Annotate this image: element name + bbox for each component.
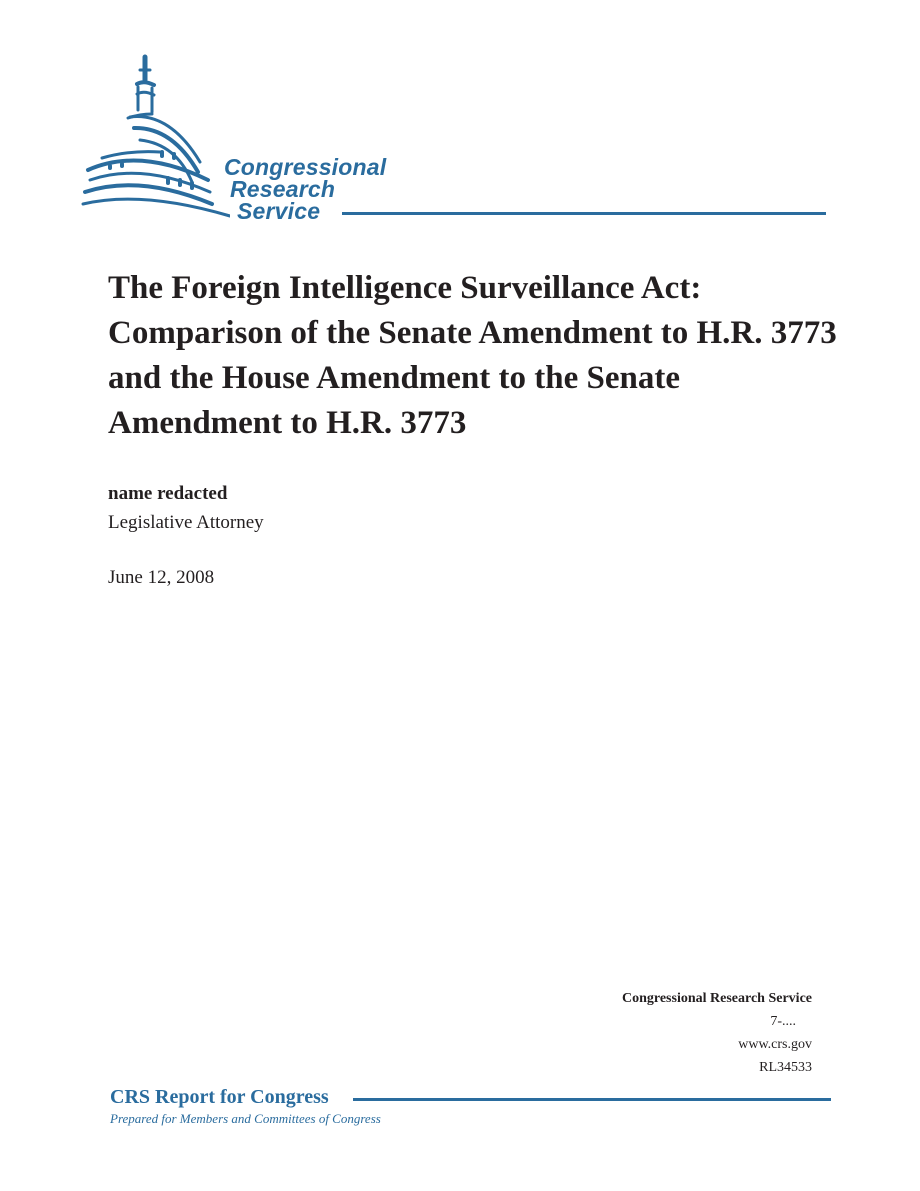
report-date: June 12, 2008 [108, 567, 215, 588]
author-role: Legislative Attorney [108, 512, 264, 533]
author-name: name redacted [108, 483, 228, 504]
logo-word-service: Service [237, 198, 321, 224]
footer-divider [353, 1098, 831, 1101]
crs-logo [80, 52, 840, 227]
footer-subtitle: Prepared for Members and Committees of Congress [110, 1111, 381, 1126]
report-title: The Foreign Intelligence Surveillance Act: Comparison of the Senate Amendment to H.R. 3773 and the House Amendment to the Senate Amendment to H.R. 3773 [108, 270, 837, 441]
publisher-org: Congressional Research Service [621, 991, 812, 1006]
logo-divider [342, 212, 826, 215]
logo-word-congressional: Congressional [224, 154, 387, 180]
report-number: RL34533 [759, 1060, 812, 1075]
logo-word-research: Research [230, 176, 336, 202]
publisher-website: www.crs.gov [738, 1037, 812, 1052]
capitol-dome-icon [80, 52, 230, 227]
footer-title: CRS Report for Congress [110, 1086, 329, 1108]
publisher-info [622, 990, 812, 1077]
doc-code: 7-.... [770, 1014, 796, 1029]
